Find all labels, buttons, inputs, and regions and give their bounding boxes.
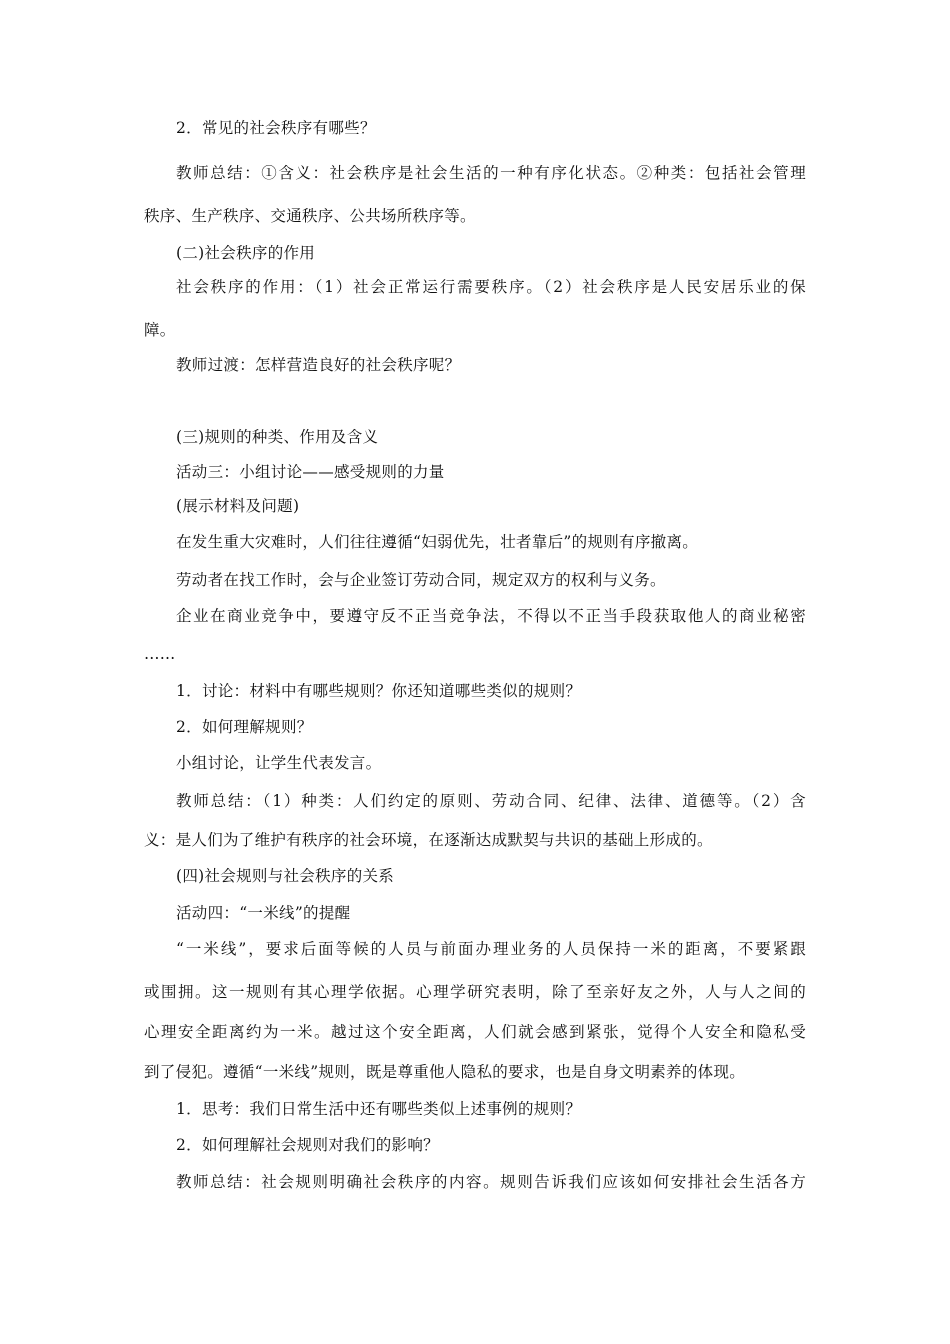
activity-3-title: 活动三：小组讨论——感受规则的力量 [176,463,445,481]
group-discussion: 小组讨论，让学生代表发言。 [176,754,382,772]
teacher-summary-order-cont: 秩序、生产秩序、交通秩序、公共场所秩序等。 [144,207,476,225]
one-meter-line-p4: 到了侵犯。遵循“一米线”规则，既是尊重他人隐私的要求，也是自身文明素养的体现。 [144,1063,746,1081]
teacher-summary-rules: 教师总结：（1）种类：人们约定的原则、劳动合同、纪律、法律、道德等。（2）含 [176,792,806,810]
material-business: 企业在商业竞争中，要遵守反不正当竞争法，不得以不正当手段获取他人的商业秘密 [176,607,806,625]
discussion-question-2: 2．如何理解规则？ [176,718,313,736]
one-meter-line-p1: “一米线”，要求后面等候的人员与前面办理业务的人员保持一米的距离，不要紧跟 [176,940,806,958]
teacher-summary-final: 教师总结：社会规则明确社会秩序的内容。规则告诉我们应该如何安排社会生活各方 [176,1173,806,1191]
question-2-common-orders: 2．常见的社会秩序有哪些？ [176,119,376,137]
materials-note: (展示材料及问题) [176,497,300,515]
teacher-summary-rules-cont: 义：是人们为了维护有秩序的社会环境，在逐渐达成默契与共识的基础上形成的。 [144,831,713,849]
section-3-heading: (三)规则的种类、作用及含义 [176,428,379,446]
teacher-transition: 教师过渡：怎样营造良好的社会秩序呢？ [176,356,461,374]
section-4-heading: (四)社会规则与社会秩序的关系 [176,867,395,885]
one-meter-line-p2: 或围拥。这一规则有其心理学依据。心理学研究表明，除了至亲好友之外，人与人之间的 [144,983,806,1001]
section-2-heading: (二)社会秩序的作用 [176,244,316,262]
order-function-text: 社会秩序的作用：（1）社会正常运行需要秩序。（2）社会秩序是人民安居乐业的保 [176,278,806,296]
material-disaster: 在发生重大灾难时，人们往往遵循“妇弱优先，壮者靠后”的规则有序撤离。 [176,533,699,551]
material-business-ellipsis: …… [144,645,176,663]
thinking-question-2: 2．如何理解社会规则对我们的影响？ [176,1136,439,1154]
discussion-question-1: 1．讨论：材料中有哪些规则？你还知道哪些类似的规则？ [176,682,582,700]
order-function-text-cont: 障。 [144,321,176,339]
teacher-summary-order: 教师总结：①含义：社会秩序是社会生活的一种有序化状态。②种类：包括社会管理 [176,164,806,182]
thinking-question-1: 1．思考：我们日常生活中还有哪些类似上述事例的规则？ [176,1100,582,1118]
material-labor: 劳动者在找工作时，会与企业签订劳动合同，规定双方的权利与义务。 [176,571,666,589]
activity-4-title: 活动四：“一米线”的提醒 [176,904,351,922]
one-meter-line-p3: 心理安全距离约为一米。越过这个安全距离，人们就会感到紧张，觉得个人安全和隐私受 [144,1023,806,1041]
